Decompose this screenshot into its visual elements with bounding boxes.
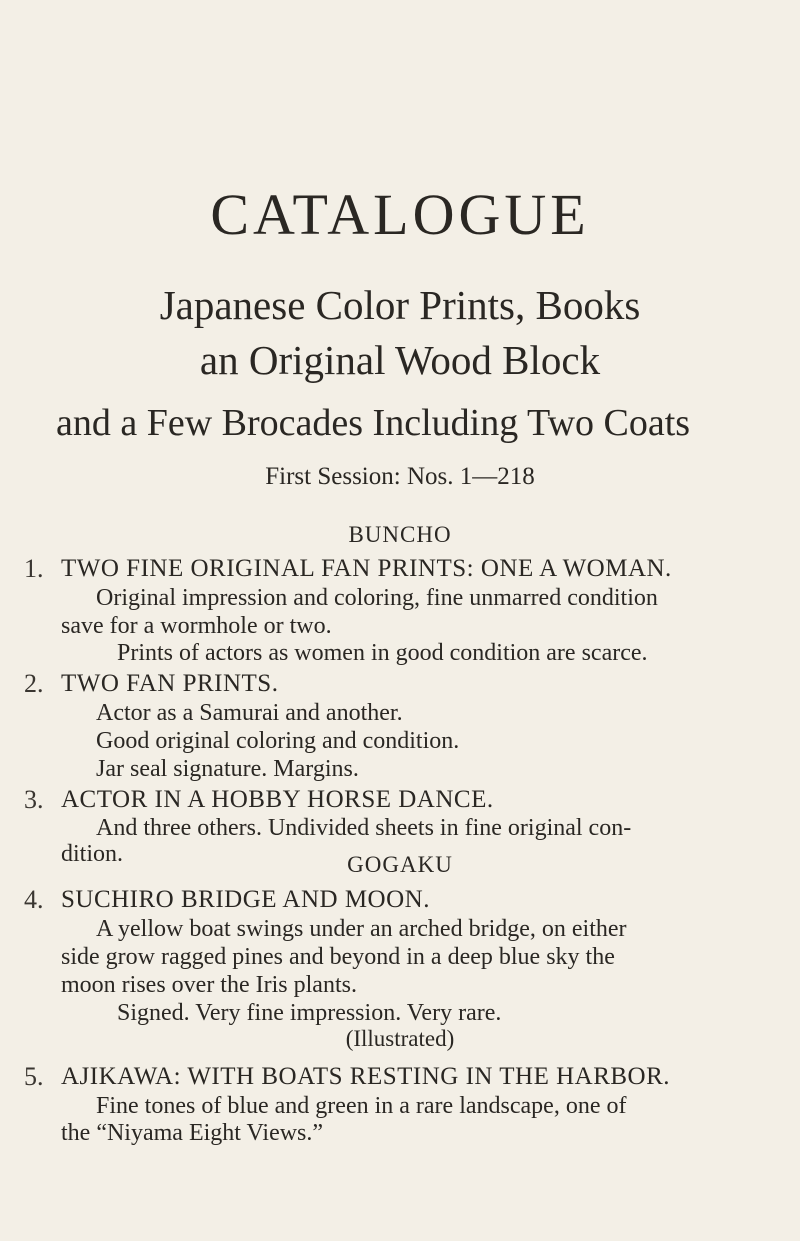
catalogue-title: CATALOGUE (210, 182, 590, 247)
item-number: 1. (24, 554, 44, 583)
item-number: 5. (24, 1062, 44, 1091)
subtitle-line-3: and a Few Brocades Including Two Coats (56, 402, 691, 444)
item-description-line: Good original coloring and condition. (96, 728, 460, 754)
item-title: AJIKAWA: WITH BOATS RESTING IN THE HARBOR. (61, 1063, 671, 1090)
subtitle-line-1: Japanese Color Prints, Books (159, 282, 641, 328)
item-number: 3. (24, 785, 44, 814)
section-heading-buncho: BUNCHO (348, 522, 452, 547)
item-description-line: Prints of actors as women in good condition are scarce. (117, 640, 648, 666)
item-description-line: Original impression and coloring, fine unmarred condition (96, 585, 658, 611)
section-heading-gogaku: GOGAKU (347, 852, 453, 877)
item-description-line: Signed. Very fine impression. Very rare. (117, 1000, 502, 1026)
item-title: ACTOR IN A HOBBY HORSE DANCE. (61, 786, 494, 813)
item-description-line: Fine tones of blue and green in a rare landscape, one of (96, 1093, 627, 1119)
session-label: First Session: Nos. 1—218 (265, 463, 535, 490)
illustrated-note: (Illustrated) (345, 1026, 455, 1051)
subtitle-line-2: an Original Wood Block (199, 337, 601, 383)
item-description-line: Jar seal signature. Margins. (96, 756, 359, 782)
item-description-line: Actor as a Samurai and another. (96, 700, 403, 726)
item-title: SUCHIRO BRIDGE AND MOON. (61, 886, 430, 913)
item-description-line: moon rises over the Iris plants. (61, 972, 357, 998)
item-description-line: save for a wormhole or two. (61, 613, 332, 639)
item-number: 4. (24, 885, 44, 914)
item-description-line: the “Niyama Eight Views.” (61, 1120, 324, 1146)
item-description-line: A yellow boat swings under an arched bridge, on either (96, 916, 627, 942)
item-title: TWO FAN PRINTS. (61, 670, 279, 697)
item-description-line: side grow ragged pines and beyond in a deep blue sky the (61, 944, 615, 970)
item-description-line: dition. (61, 841, 124, 867)
item-description-line: And three others. Undivided sheets in fine original con- (96, 815, 632, 841)
item-number: 2. (24, 669, 44, 698)
item-title: TWO FINE ORIGINAL FAN PRINTS: ONE A WOMAN. (61, 555, 672, 582)
